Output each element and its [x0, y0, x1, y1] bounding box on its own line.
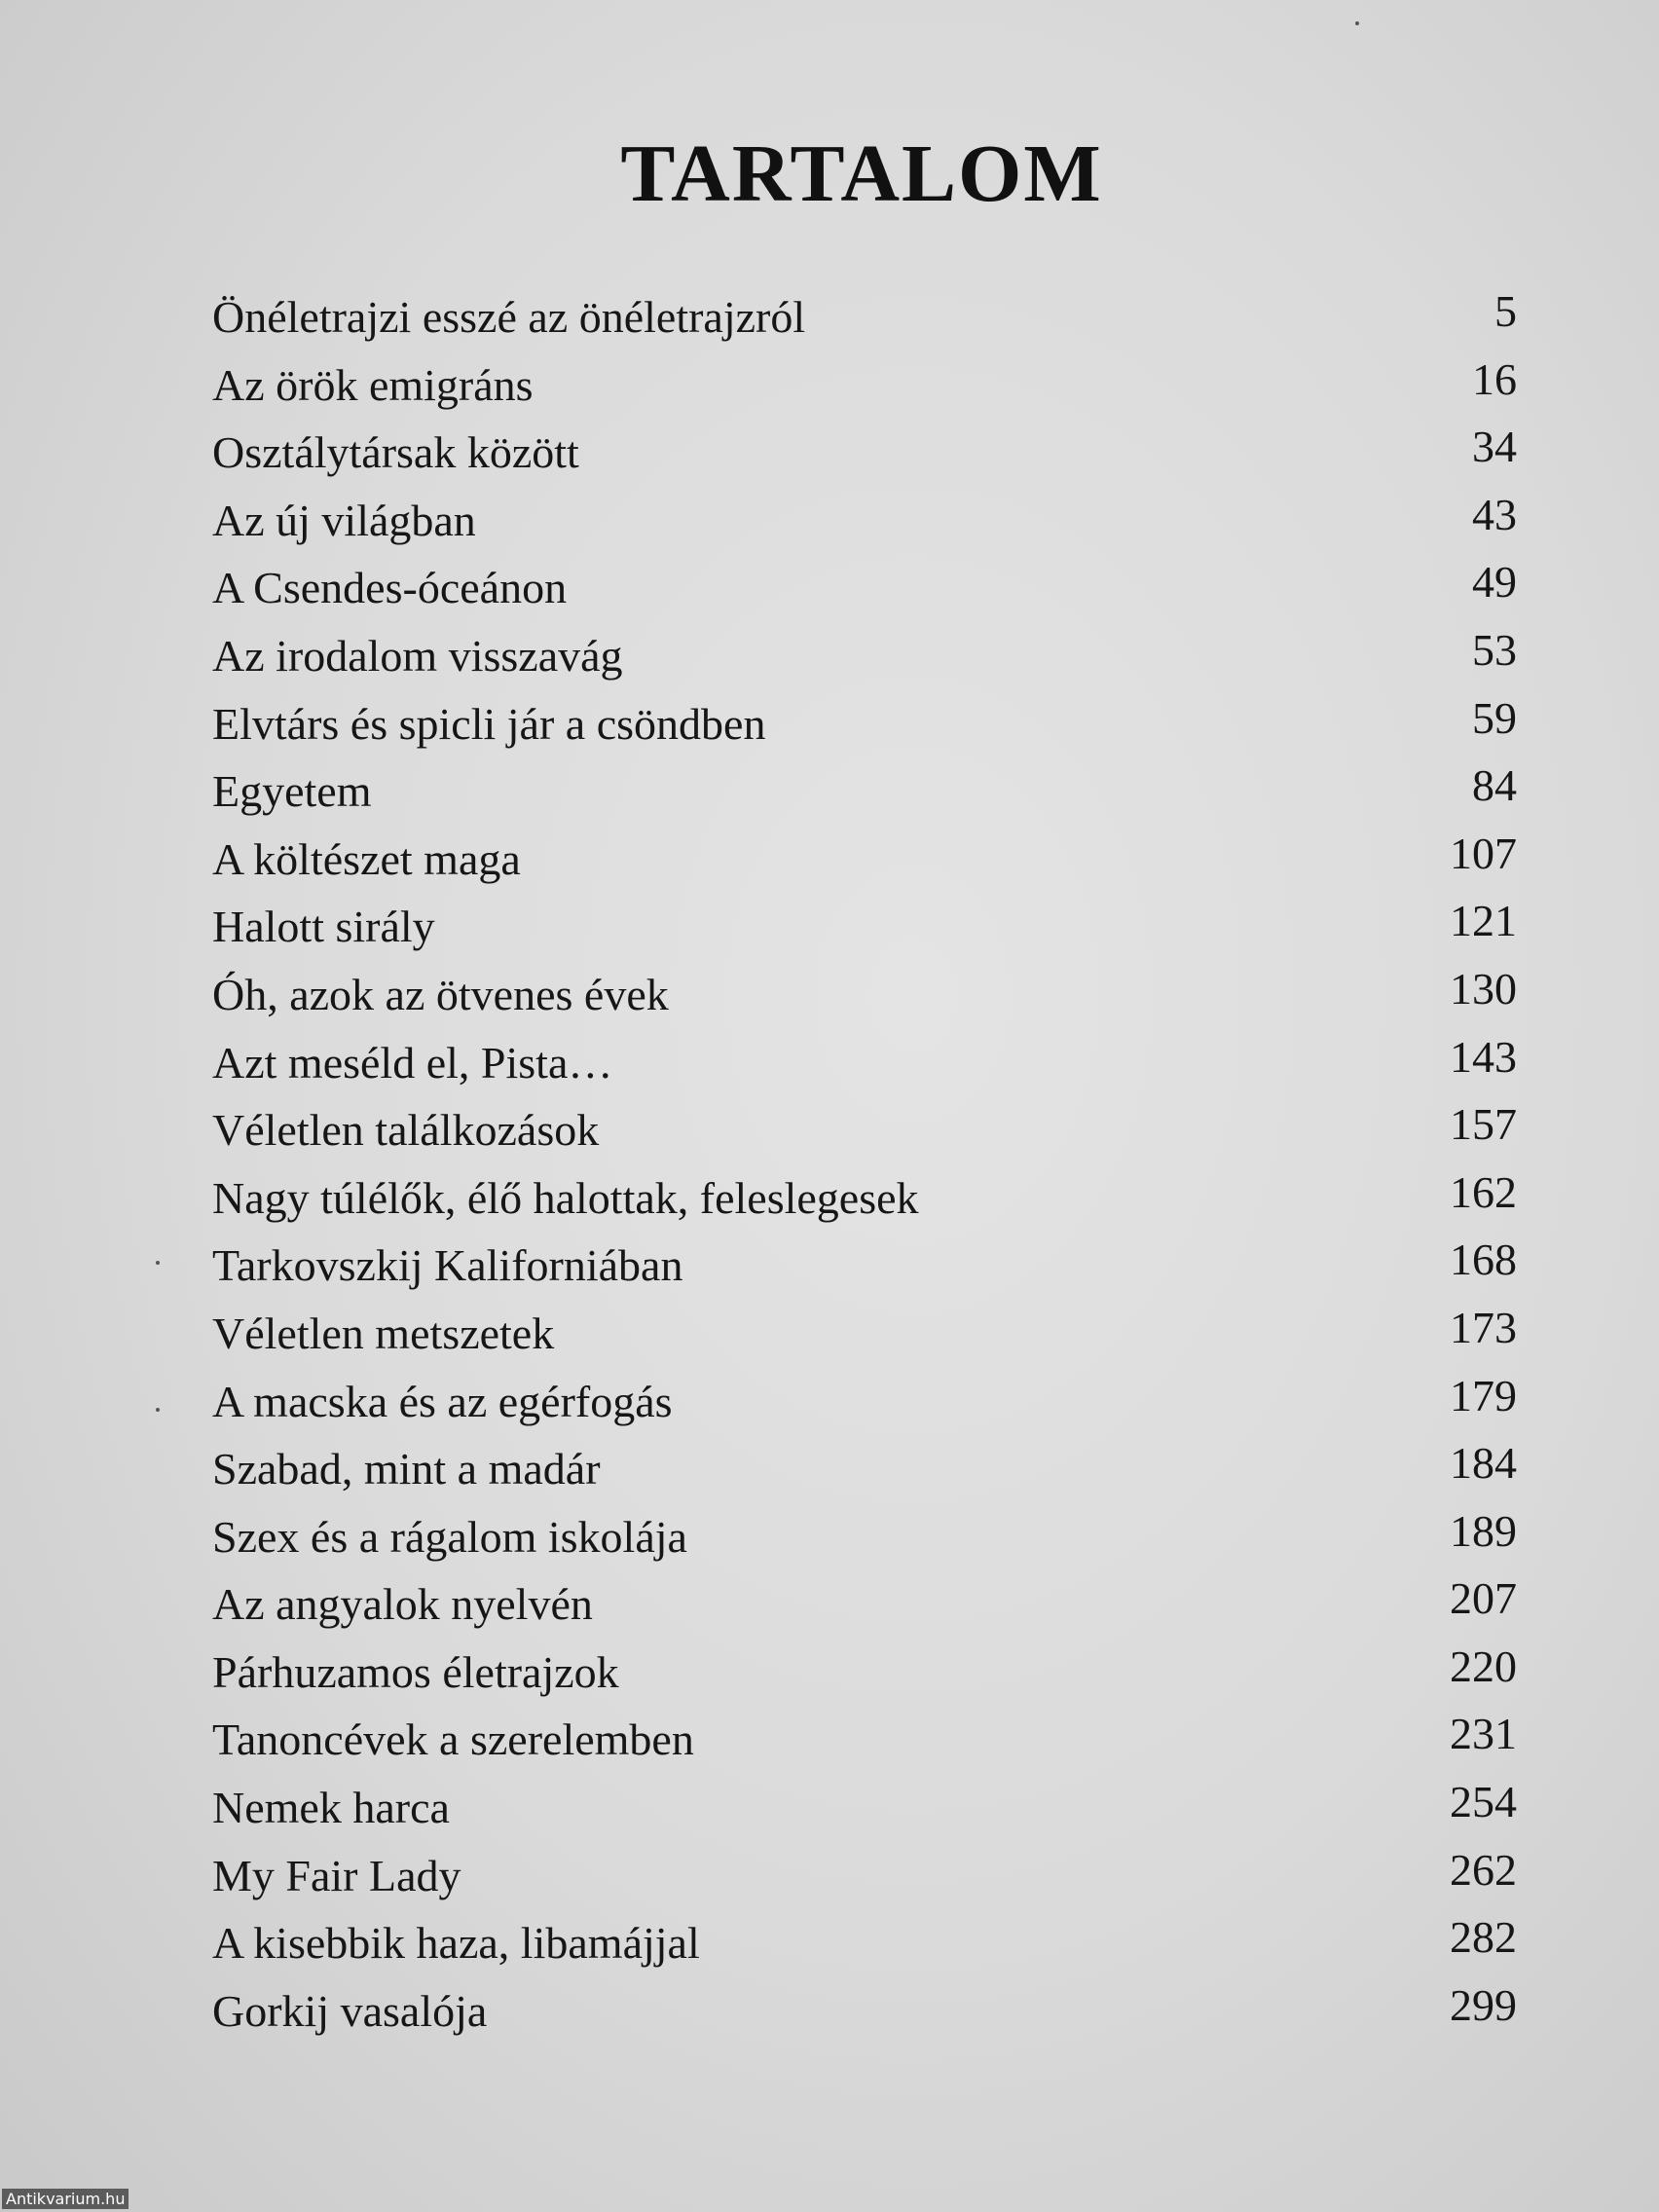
toc-entry-page: 168 [1450, 1235, 1517, 1285]
toc-entry [212, 1914, 1517, 1982]
toc-entry-page: 5 [1494, 286, 1517, 336]
toc-entry [212, 1031, 1517, 1102]
page-title: TARTALOM [620, 129, 1103, 219]
toc-entry-title: Halott sirály [212, 902, 435, 952]
toc-entry-title: A költészet maga [212, 833, 521, 884]
toc-entry [212, 1101, 1517, 1169]
toc-entry [212, 624, 1517, 695]
toc-entry [212, 692, 1517, 763]
toc-entry-title: Osztálytársak között [212, 427, 579, 478]
toc-entry [212, 1711, 1517, 1779]
toc-entry [212, 353, 1517, 424]
toc-entry [212, 1844, 1517, 1915]
toc-entry [212, 830, 1517, 899]
paper-speck [1355, 21, 1359, 25]
toc-entry-page: 262 [1450, 1844, 1517, 1895]
toc-entry [212, 559, 1517, 627]
toc-entry [212, 1575, 1517, 1643]
toc-entry-page: 220 [1450, 1641, 1517, 1691]
toc-entry-page: 157 [1450, 1099, 1517, 1150]
toc-entry-title: Véletlen találkozások [212, 1105, 600, 1156]
table-of-contents [212, 288, 1517, 2049]
toc-entry [212, 1505, 1517, 1576]
toc-entry-page: 184 [1450, 1438, 1517, 1489]
toc-entry-title: Elvtárs és spicli jár a csöndben [212, 698, 766, 749]
toc-entry-title: Szex és a rágalom iskolája [212, 1511, 687, 1562]
watermark: Antikvarium.hu [2, 2189, 129, 2209]
toc-entry-title: Óh, azok az ötvenes évek [212, 969, 669, 1019]
toc-entry-page: 231 [1450, 1709, 1517, 1759]
toc-entry-page: 121 [1450, 896, 1517, 946]
toc-entry-page: 34 [1472, 422, 1517, 472]
toc-entry-title: Tarkovszkij Kaliforniában [212, 1240, 683, 1291]
toc-entry-title: Tanoncévek a szerelemben [212, 1714, 694, 1765]
toc-entry-title: Az angyalok nyelvén [212, 1579, 593, 1630]
toc-entry-page: 143 [1450, 1031, 1517, 1082]
toc-entry-title: Az irodalom visszavág [212, 630, 623, 681]
toc-entry [212, 1236, 1517, 1305]
toc-entry-page: 84 [1472, 760, 1517, 811]
toc-entry-page: 189 [1450, 1505, 1517, 1556]
toc-entry-title: A macska és az egérfogás [212, 1376, 673, 1426]
toc-entry-page: 299 [1450, 1979, 1517, 2030]
toc-entry-page: 107 [1450, 828, 1517, 878]
toc-entry [212, 898, 1517, 966]
toc-entry-title: Önéletrajzi esszé az önéletrajzról [212, 292, 806, 342]
toc-entry [212, 424, 1517, 492]
toc-entry-title: A kisebbik haza, libamájjal [212, 1918, 700, 1969]
toc-entry-page: 207 [1450, 1573, 1517, 1624]
paper-speck [156, 1261, 160, 1265]
toc-entry [212, 1166, 1517, 1237]
toc-entry [212, 1302, 1517, 1373]
toc-entry [212, 1440, 1517, 1508]
toc-entry [212, 1779, 1517, 1847]
toc-entry [212, 288, 1517, 356]
toc-entry-page: 282 [1450, 1912, 1517, 1963]
toc-entry [212, 1370, 1517, 1441]
toc-entry-page: 49 [1472, 557, 1517, 608]
toc-entry-title: Gorkij vasalója [212, 1985, 488, 2036]
toc-entry-title: Azt meséld el, Pista… [212, 1037, 613, 1088]
toc-entry-page: 179 [1450, 1370, 1517, 1420]
toc-entry-page: 16 [1472, 353, 1517, 404]
toc-entry [212, 1979, 1517, 2050]
toc-entry-page: 43 [1472, 489, 1517, 539]
toc-entry-title: Az új világban [212, 495, 476, 545]
toc-entry-title: Párhuzamos életrajzok [212, 1646, 619, 1697]
toc-entry-title: Az örök emigráns [212, 359, 534, 410]
toc-entry-page: 130 [1450, 963, 1517, 1014]
toc-entry-title: Véletlen metszetek [212, 1308, 555, 1358]
toc-entry-title: Nagy túlélők, élő halottak, feleslegesek [212, 1172, 919, 1223]
toc-entry [212, 1643, 1517, 1712]
toc-entry-page: 53 [1472, 624, 1517, 675]
toc-entry-page: 254 [1450, 1777, 1517, 1827]
paper-speck [156, 1408, 160, 1412]
toc-entry-title: Egyetem [212, 766, 372, 817]
toc-entry [212, 489, 1517, 560]
toc-entry [212, 762, 1517, 830]
toc-entry-page: 173 [1450, 1302, 1517, 1352]
toc-entry-title: My Fair Lady [212, 1850, 461, 1900]
toc-entry-title: Szabad, mint a madár [212, 1444, 601, 1494]
toc-entry [212, 963, 1517, 1034]
toc-entry-title: Nemek harca [212, 1783, 450, 1833]
toc-entry-page: 59 [1472, 692, 1517, 743]
toc-entry-title: A Csendes-óceánon [212, 563, 568, 613]
toc-entry-page: 162 [1450, 1166, 1517, 1217]
